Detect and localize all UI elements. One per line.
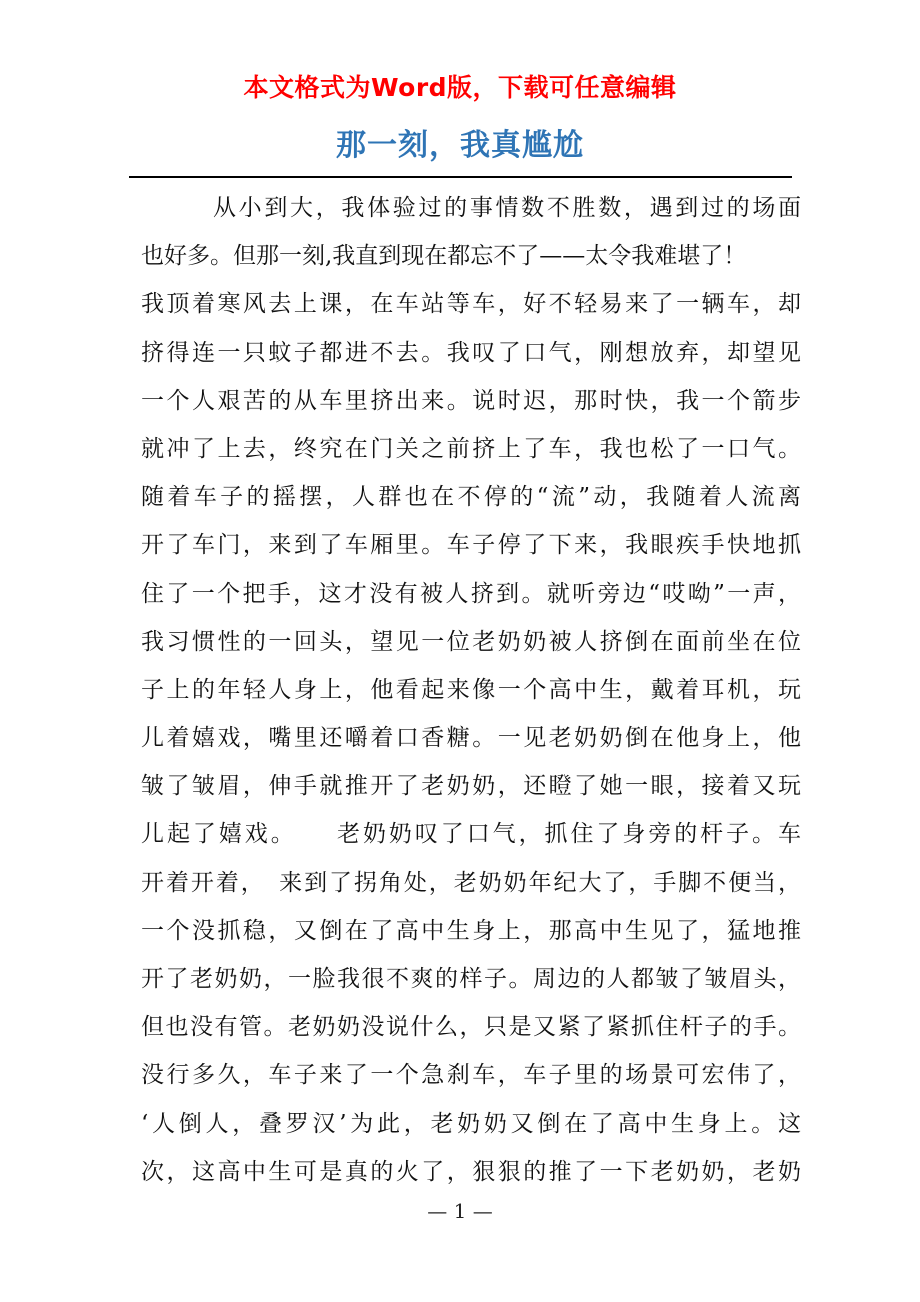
body-line: 儿着嬉戏，嘴里还嚼着口香糖。一见老奶奶倒在他身上，他 <box>141 725 801 752</box>
title-divider <box>129 176 792 178</box>
body-line: 挤得连一只蚊子都进不去。我叹了口气，刚想放弃，却望见 <box>141 339 801 366</box>
body-line: 一个人艰苦的从车里挤出来。说时迟，那时快，我一个箭步 <box>141 387 801 414</box>
body-line: 随着车子的摇摆，人群也在不停的“流”动，我随着人流离 <box>141 484 801 511</box>
page-number: — 1 — <box>427 1199 493 1223</box>
body-line: 我习惯性的一回头，望见一位老奶奶被人挤倒在面前坐在位 <box>141 628 801 655</box>
body-line: 儿起了嬉戏。 老奶奶叹了口气，抓住了身旁的杆子。车 <box>141 821 801 848</box>
body-line: ‘人倒人，叠罗汉’为此，老奶奶又倒在了高中生身上。这 <box>141 1110 801 1137</box>
body-line: 住了一个把手，这才没有被人挤到。就听旁边“哎呦”一声， <box>141 580 801 607</box>
body-line: 但也没有管。老奶奶没说什么，只是又紧了紧抓住杆子的手。 <box>141 1014 801 1041</box>
body-line: 开了车门，来到了车厢里。车子停了下来，我眼疾手快地抓 <box>141 532 801 559</box>
body-line: 皱了皱眉，伸手就推开了老奶奶，还瞪了她一眼，接着又玩 <box>141 773 801 800</box>
body-line: 没行多久，车子来了一个急刹车，车子里的场景可宏伟了， <box>141 1062 801 1089</box>
body-line: 一个没抓稳，又倒在了高中生身上，那高中生见了，猛地推 <box>141 917 801 944</box>
body-line: 就冲了上去，终究在门关之前挤上了车，我也松了一口气。 <box>141 435 801 462</box>
format-notice: 本文格式为Word版，下载可任意编辑 <box>243 73 677 102</box>
body-text <box>141 184 801 1196</box>
document-title: 那一刻，我真尴尬 <box>336 128 584 163</box>
body-line: 从小到大，我体验过的事情数不胜数，遇到过的场面 <box>213 195 801 221</box>
body-line: 开着开着， 来到了拐角处，老奶奶年纪大了，手脚不便当， <box>141 869 801 896</box>
body-line: 我顶着寒风去上课，在车站等车，好不轻易来了一辆车，却 <box>141 291 801 318</box>
body-line: 次，这高中生可是真的火了，狠狠的推了一下老奶奶，老奶 <box>141 1158 801 1185</box>
body-line: 开了老奶奶，一脸我很不爽的样子。周边的人都皱了皱眉头， <box>141 966 801 992</box>
body-line: 子上的年轻人身上，他看起来像一个高中生，戴着耳机，玩 <box>141 676 801 703</box>
body-line: 也好多。但那一刻,我直到现在都忘不了——太令我难堪了！ <box>141 243 747 270</box>
